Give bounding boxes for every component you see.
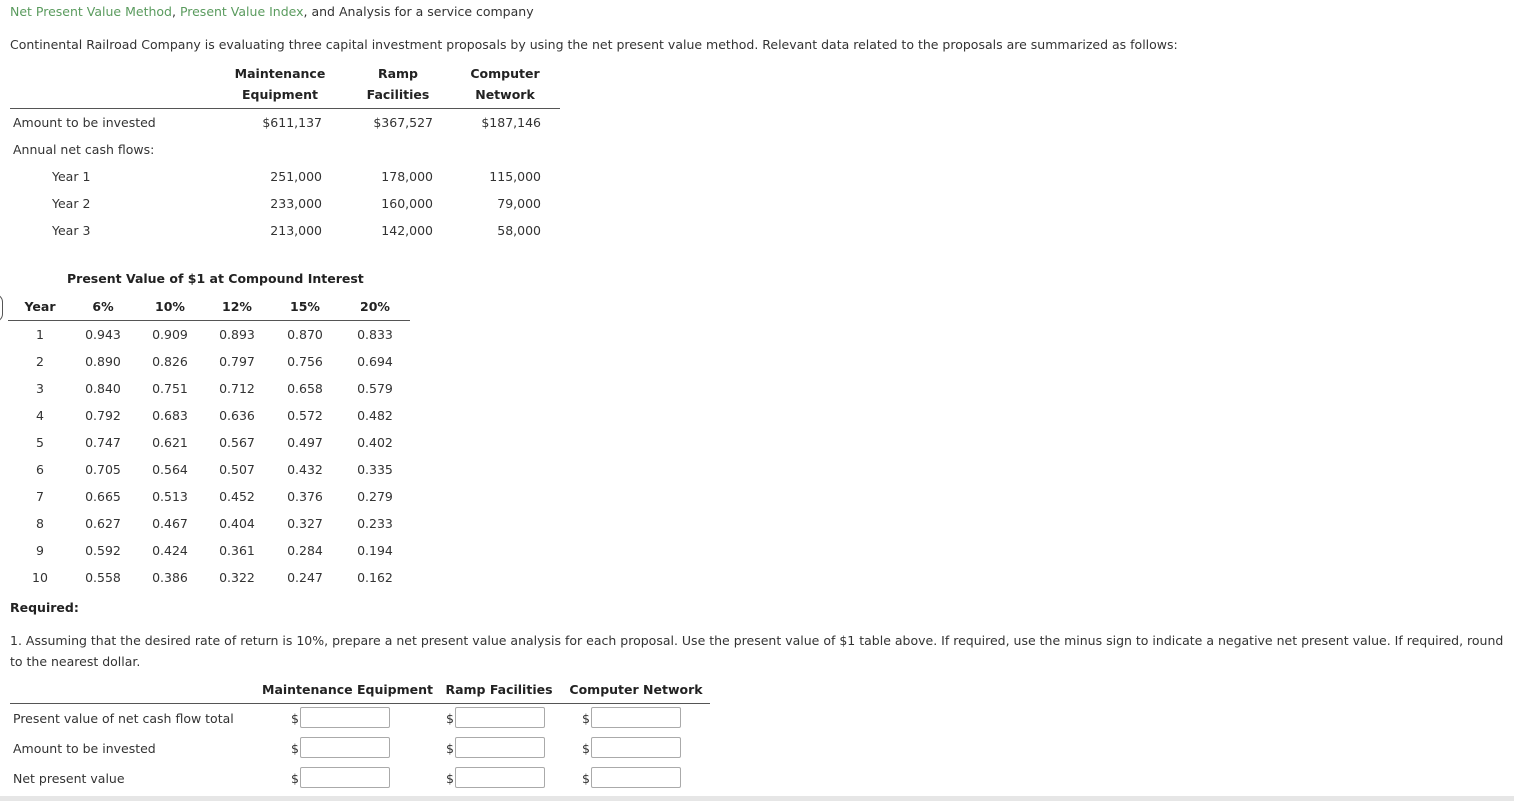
title-npv-method[interactable]: Net Present Value Method bbox=[10, 4, 172, 19]
amount-ramp: $367,527 bbox=[373, 115, 433, 130]
amount-label: Amount to be invested bbox=[13, 115, 156, 130]
amount-invested-ramp-input[interactable] bbox=[455, 737, 545, 758]
currency-symbol: $ bbox=[446, 741, 454, 756]
question-text: Assuming that the desired rate of return is 10%, prepare a net present value analysis for each proposal. Use the present value of $1 table above. If required, use the minus sign to indicate a negative net present value. If required, round to the nearest dollar. bbox=[10, 633, 1504, 669]
year3-ramp: 142,000 bbox=[381, 223, 433, 238]
required-label: Required: bbox=[10, 600, 79, 615]
answer-header-rule bbox=[10, 703, 710, 704]
pv-row-year: 8 bbox=[36, 516, 44, 531]
pv-row-year: 9 bbox=[36, 543, 44, 558]
pv-total-ramp-input[interactable] bbox=[455, 707, 545, 728]
table-edge-marker bbox=[0, 294, 3, 322]
pv-cell: 0.467 bbox=[152, 516, 188, 531]
pv-cell: 0.452 bbox=[219, 489, 255, 504]
amount-maintenance: $611,137 bbox=[262, 115, 322, 130]
pv-cell: 0.404 bbox=[219, 516, 255, 531]
pv-header-15: 15% bbox=[290, 299, 320, 314]
pv-cell: 0.247 bbox=[287, 570, 323, 585]
bottom-scroll-edge bbox=[0, 796, 1514, 801]
pv-cell: 0.792 bbox=[85, 408, 121, 423]
pv-row-year: 3 bbox=[36, 381, 44, 396]
pv-total-computer-input[interactable] bbox=[591, 707, 681, 728]
npv-computer-input[interactable] bbox=[591, 767, 681, 788]
currency-symbol: $ bbox=[446, 771, 454, 786]
pv-cell: 0.747 bbox=[85, 435, 121, 450]
amount-invested-maintenance-input[interactable] bbox=[300, 737, 390, 758]
pv-cell: 0.705 bbox=[85, 462, 121, 477]
header-line1: Computer bbox=[470, 66, 540, 81]
year2-maintenance: 233,000 bbox=[270, 196, 322, 211]
year1-label: Year 1 bbox=[52, 169, 91, 184]
pv-cell: 0.870 bbox=[287, 327, 323, 342]
pv-row-year: 10 bbox=[32, 570, 48, 585]
year2-label: Year 2 bbox=[52, 196, 91, 211]
amount-computer: $187,146 bbox=[481, 115, 541, 130]
npv-ramp-input[interactable] bbox=[455, 767, 545, 788]
header-line1: Ramp bbox=[377, 66, 419, 81]
pv-cell: 0.909 bbox=[152, 327, 188, 342]
header-line2: Network bbox=[475, 87, 535, 102]
year2-computer: 79,000 bbox=[497, 196, 541, 211]
pv-cell: 0.279 bbox=[357, 489, 393, 504]
pv-cell: 0.162 bbox=[357, 570, 393, 585]
pv-cell: 0.482 bbox=[357, 408, 393, 423]
year1-ramp: 178,000 bbox=[381, 169, 433, 184]
currency-symbol: $ bbox=[582, 711, 590, 726]
year1-computer: 115,000 bbox=[489, 169, 541, 184]
pv-row-year: 2 bbox=[36, 354, 44, 369]
year3-label: Year 3 bbox=[52, 223, 91, 238]
answer-row-label: Present value of net cash flow total bbox=[13, 711, 234, 726]
pv-cell: 0.658 bbox=[287, 381, 323, 396]
pv-header-rule bbox=[8, 320, 410, 321]
pv-cell: 0.513 bbox=[152, 489, 188, 504]
currency-symbol: $ bbox=[291, 741, 299, 756]
pv-row-year: 4 bbox=[36, 408, 44, 423]
header-computer-network bbox=[465, 63, 545, 105]
currency-symbol: $ bbox=[582, 741, 590, 756]
pv-cell: 0.943 bbox=[85, 327, 121, 342]
title-pv-index[interactable]: Present Value Index bbox=[179, 4, 304, 19]
pv-cell: 0.893 bbox=[219, 327, 255, 342]
pv-cell: 0.564 bbox=[152, 462, 188, 477]
pv-cell: 0.840 bbox=[85, 381, 121, 396]
pv-cell: 0.507 bbox=[219, 462, 255, 477]
pv-cell: 0.233 bbox=[357, 516, 393, 531]
pv-row-year: 5 bbox=[36, 435, 44, 450]
pv-cell: 0.567 bbox=[219, 435, 255, 450]
npv-maintenance-input[interactable] bbox=[300, 767, 390, 788]
page-title bbox=[10, 4, 534, 19]
header-line2: Facilities bbox=[366, 87, 430, 102]
pv-table-title: Present Value of $1 at Compound Interest bbox=[67, 271, 364, 286]
pv-row-year: 1 bbox=[36, 327, 44, 342]
pv-header-12: 12% bbox=[222, 299, 252, 314]
question-1 bbox=[10, 630, 1510, 672]
answer-header-computer: Computer Network bbox=[569, 682, 703, 697]
header-line1: Maintenance bbox=[234, 66, 326, 81]
pv-cell: 0.826 bbox=[152, 354, 188, 369]
answer-header-ramp: Ramp Facilities bbox=[445, 682, 553, 697]
pv-cell: 0.621 bbox=[152, 435, 188, 450]
answer-header-maintenance: Maintenance Equipment bbox=[262, 682, 433, 697]
pv-cell: 0.402 bbox=[357, 435, 393, 450]
question-number: 1. bbox=[10, 633, 22, 648]
pv-cell: 0.284 bbox=[287, 543, 323, 558]
pv-cell: 0.712 bbox=[219, 381, 255, 396]
pv-cell: 0.694 bbox=[357, 354, 393, 369]
pv-cell: 0.572 bbox=[287, 408, 323, 423]
pv-cell: 0.424 bbox=[152, 543, 188, 558]
title-rest: , and Analysis for a service company bbox=[303, 4, 534, 19]
pv-header-year: Year bbox=[24, 299, 56, 314]
header-line2: Equipment bbox=[242, 87, 318, 102]
pv-header-10: 10% bbox=[155, 299, 185, 314]
pv-cell: 0.627 bbox=[85, 516, 121, 531]
year2-ramp: 160,000 bbox=[381, 196, 433, 211]
year3-computer: 58,000 bbox=[497, 223, 541, 238]
pv-cell: 0.665 bbox=[85, 489, 121, 504]
pv-cell: 0.797 bbox=[219, 354, 255, 369]
year3-maintenance: 213,000 bbox=[270, 223, 322, 238]
currency-symbol: $ bbox=[291, 711, 299, 726]
pv-cell: 0.579 bbox=[357, 381, 393, 396]
pv-cell: 0.592 bbox=[85, 543, 121, 558]
pv-row-year: 7 bbox=[36, 489, 44, 504]
pv-cell: 0.683 bbox=[152, 408, 188, 423]
pv-cell: 0.756 bbox=[287, 354, 323, 369]
pv-cell: 0.558 bbox=[85, 570, 121, 585]
pv-total-maintenance-input[interactable] bbox=[300, 707, 390, 728]
answer-row-label: Amount to be invested bbox=[13, 741, 156, 756]
pv-cell: 0.890 bbox=[85, 354, 121, 369]
pv-cell: 0.327 bbox=[287, 516, 323, 531]
intro-text: Continental Railroad Company is evaluating three capital investment proposals by using the net present value method. Relevant data related to the proposals are summarized as follows: bbox=[10, 37, 1178, 52]
answer-row-label: Net present value bbox=[13, 771, 125, 786]
pv-cell: 0.361 bbox=[219, 543, 255, 558]
pv-cell: 0.322 bbox=[219, 570, 255, 585]
currency-symbol: $ bbox=[446, 711, 454, 726]
pv-header-20: 20% bbox=[360, 299, 390, 314]
currency-symbol: $ bbox=[291, 771, 299, 786]
cash-flows-label: Annual net cash flows: bbox=[13, 142, 155, 157]
pv-cell: 0.432 bbox=[287, 462, 323, 477]
header-maintenance-equipment bbox=[220, 63, 340, 105]
pv-cell: 0.497 bbox=[287, 435, 323, 450]
pv-cell: 0.335 bbox=[357, 462, 393, 477]
currency-symbol: $ bbox=[582, 771, 590, 786]
proposal-header-rule bbox=[10, 108, 560, 109]
pv-cell: 0.194 bbox=[357, 543, 393, 558]
pv-cell: 0.833 bbox=[357, 327, 393, 342]
header-ramp-facilities bbox=[358, 63, 438, 105]
amount-invested-computer-input[interactable] bbox=[591, 737, 681, 758]
pv-cell: 0.376 bbox=[287, 489, 323, 504]
pv-header-6: 6% bbox=[92, 299, 114, 314]
pv-cell: 0.751 bbox=[152, 381, 188, 396]
pv-cell: 0.636 bbox=[219, 408, 255, 423]
title-separator: , bbox=[171, 4, 180, 19]
year1-maintenance: 251,000 bbox=[270, 169, 322, 184]
pv-cell: 0.386 bbox=[152, 570, 188, 585]
pv-row-year: 6 bbox=[36, 462, 44, 477]
